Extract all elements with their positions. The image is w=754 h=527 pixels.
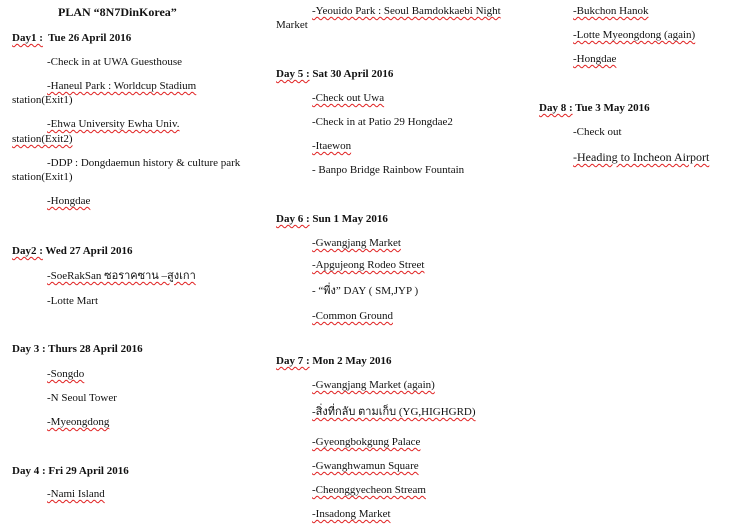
list-item: -Gwangjang Market bbox=[312, 237, 401, 249]
list-item-continued: station(Exit2) bbox=[12, 133, 73, 145]
day-1-heading: Day1 : Tue 26 April 2016 bbox=[12, 32, 132, 44]
list-item: -สิ่งที่กลับ ตามเก็บ (YG,HIGHGRD) bbox=[312, 406, 476, 418]
list-item: -Cheonggyecheon Stream bbox=[312, 484, 426, 496]
list-item: -Gyeongbokgung Palace bbox=[312, 436, 421, 448]
list-item: -Itaewon bbox=[312, 140, 352, 152]
list-item: -Heading to Incheon Airport bbox=[573, 150, 710, 164]
list-item: -Lotte Mart bbox=[47, 295, 99, 307]
list-item: -Ehwa University Ewha Univ. bbox=[47, 118, 180, 130]
list-item: -Haneul Park : Worldcup Stadium bbox=[47, 80, 197, 92]
day-2-heading: Day2 : Wed 27 April 2016 bbox=[12, 245, 133, 257]
list-item: -Bukchon Hanok bbox=[573, 5, 649, 17]
list-item: -Myeongdong bbox=[47, 416, 110, 428]
day-4-heading: Day 4 : Fri 29 April 2016 bbox=[12, 465, 129, 477]
list-item: -Songdo bbox=[47, 368, 85, 380]
list-item: -Check out bbox=[573, 126, 622, 138]
day-6-heading: Day 6 : Sun 1 May 2016 bbox=[276, 213, 388, 225]
list-item: -Check in at UWA Guesthouse bbox=[47, 56, 183, 68]
list-item-continued: station(Exit1) bbox=[12, 171, 73, 183]
plan-title: PLAN “8N7DinKorea” bbox=[58, 5, 177, 19]
list-item: -Gwangjang Market (again) bbox=[312, 379, 435, 391]
list-item-continued: station(Exit1) bbox=[12, 94, 73, 106]
list-item: -Hongdae bbox=[47, 195, 91, 207]
list-item: -SoeRakSan ซอราคซาน –สูงเกา bbox=[47, 270, 196, 282]
list-item: -Hongdae bbox=[573, 53, 617, 65]
day-8-heading: Day 8 : Tue 3 May 2016 bbox=[539, 102, 650, 114]
list-item: -DDP : Dongdaemun history & culture park bbox=[47, 157, 241, 169]
list-item-continued: Market bbox=[276, 19, 308, 31]
list-item: -Yeouido Park : Seoul Bamdokkaebi Night bbox=[312, 5, 501, 17]
list-item: - “พี่ง” DAY ( SM,JYP ) bbox=[312, 285, 419, 297]
list-item: -Apgujeong Rodeo Street bbox=[312, 259, 425, 271]
list-item: -N Seoul Tower bbox=[47, 392, 117, 404]
list-item: -Check in at Patio 29 Hongdae2 bbox=[312, 116, 453, 128]
day-3-heading: Day 3 : Thurs 28 April 2016 bbox=[12, 343, 143, 355]
list-item: - Banpo Bridge Rainbow Fountain bbox=[312, 164, 465, 176]
list-item: -Common Ground bbox=[312, 310, 393, 322]
list-item: -Nami Island bbox=[47, 488, 105, 500]
day-5-heading: Day 5 : Sat 30 April 2016 bbox=[276, 68, 394, 80]
list-item: -Lotte Myeongdong (again) bbox=[573, 29, 696, 41]
list-item: -Check out Uwa bbox=[312, 92, 385, 104]
list-item: -Insadong Market bbox=[312, 508, 391, 520]
list-item: -Gwanghwamun Square bbox=[312, 460, 419, 472]
day-7-heading: Day 7 : Mon 2 May 2016 bbox=[276, 355, 392, 367]
